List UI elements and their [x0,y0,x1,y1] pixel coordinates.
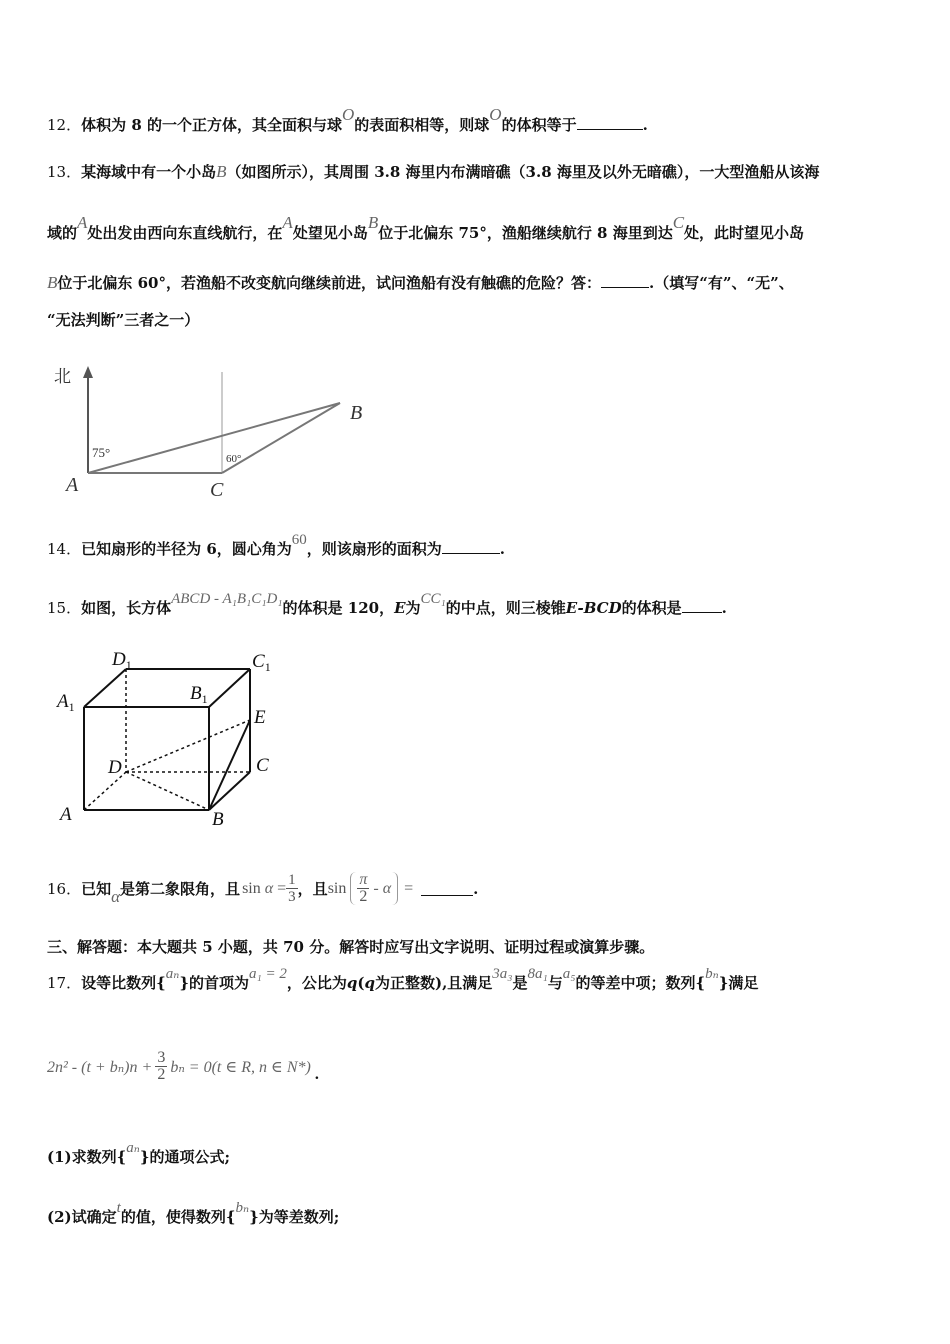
line-ab [88,403,340,473]
q17-part-1: (1)求数列{aₙ}的通项公式; [47,1140,231,1166]
navigation-figure [50,360,380,505]
math-symbol: C [672,213,685,232]
label-c1: $C_1$ [252,651,271,674]
math-symbol: O [341,105,355,124]
edge-b-c [209,772,250,810]
q17-part-2: (2)试确定t的值，使得数列{bₙ}为等差数列; [47,1200,340,1226]
north-label: 北 [54,367,71,386]
math-a1: a₁ = 2 [249,966,287,982]
question-17: 17．设等比数列{aₙ}的首项为a₁ = 2，公比为q(q为正整数),且满足3a₃是8a₁与a₅的等差中项；数列{bₙ}满足 [47,966,759,992]
math-bn: bₙ [705,966,719,982]
fraction-one-third: $\frac{1}{3}$ [288,872,296,905]
question-14: 14．已知扇形的半径为 6，圆心角为60，则该扇形的面积为 . [47,532,506,558]
math-bn: bₙ [235,1200,250,1216]
math-symbol: O [489,105,502,124]
fraction-three-halves: $\frac{3}{2}$ [157,1049,166,1083]
answer-blank [601,273,649,288]
label-a: A [60,804,72,825]
question-13-line-3: B位于北偏东 60°，若渔船不改变航向继续前进，试问渔船有没有触礁的危险？答： .（填写“有”、“无”、 [47,273,794,292]
north-arrowhead [83,366,93,378]
question-15: 15．如图，长方体ABCD - A₁B₁C₁D₁的体积是 120，E为CC₁的中点，则三棱锥E-BCD的体积是 . [47,591,727,617]
angle-a-label: 75° [92,445,111,460]
label-d1: $D_1$ [112,649,132,672]
math-symbol: A [77,213,88,232]
question-16: 16． 已知 α 是第二象限角，且 sin α = $\frac{1}{3}$ ，且 sin $\frac{\pi}{2}$ - α = . [47,871,479,906]
hidden-edge-d-b [126,772,209,810]
sin-shifted-expression: sin $\frac{\pi}{2}$ - α = [327,871,414,905]
question-13-line-2: 域的A处出发由西向东直线航行，在A处望见小岛B位于北偏东 75°，渔船继续航行 8 海里到达C处，此时望见小岛 [47,213,805,242]
question-13-line-1: 13．某海域中有一个小岛B（如图所示），其周围 3.8 海里内布满暗礁（3.8 海里及以外无暗礁），一大型渔船从该海 [47,162,820,181]
label-e: E [254,707,266,728]
answer-blank [577,115,643,130]
answer-blank [421,881,473,896]
question-number: 14． [47,540,82,558]
sin-expression: sin α = [242,879,287,897]
math-solid: ABCD - A₁B₁C₁D₁ [171,591,283,607]
question-12: 12．体积为 8 的一个正方体，其全面积与球O的表面积相等，则球O的体积等于 . [47,105,648,134]
question-number: 15． [47,599,82,617]
math-symbol: B [47,273,58,292]
math-alpha: α [111,886,121,906]
math-angle: 60 [291,532,307,548]
answer-blank [682,598,722,613]
question-13-line-4: “无法判断”三者之一） [47,311,200,329]
math-t: t [116,1200,121,1216]
label-d: D [108,757,122,778]
point-a-label: A [66,474,79,496]
fraction-pi-over-two: $\frac{\pi}{2}$ [359,871,368,905]
question-number: 17． [47,974,82,992]
question-number: 16． [47,879,82,898]
q17-formula: 2n² - (t + bₙ)n + $\frac{3}{2}$ bₙ = 0(t ∈ R, n ∈ N*) . [47,1049,319,1083]
cuboid-figure [54,645,284,830]
math-term: a₅ [562,966,576,982]
edge-a1-d1 [84,669,126,707]
label-c: C [256,755,269,776]
math-segment: CC₁ [420,591,446,607]
label-a1: $A_1$ [57,691,75,714]
label-b1: $B_1$ [190,683,208,706]
hidden-edge-d-e [126,720,250,772]
point-c-label: C [210,479,224,501]
answer-blank [442,539,500,554]
math-symbol: B [216,162,227,181]
question-number: 13． [47,163,82,181]
math-symbol: A [282,213,293,232]
question-number: 12． [47,116,82,134]
label-b: B [212,809,224,830]
math-an: aₙ [126,1140,140,1156]
point-b-label: B [350,402,363,424]
math-term: 8a₁ [527,966,548,982]
edge-b1-c1 [209,669,250,707]
section-3-heading: 三、解答题：本大题共 5 小题，共 70 分。解答时应写出文字说明、证明过程或演算步骤。 [47,938,655,956]
math-an: aₙ [165,966,180,982]
angle-c-label: 60° [226,453,242,465]
edge-b-e [209,720,250,810]
math-symbol: B [367,213,379,232]
math-term: 3a₃ [492,966,513,982]
